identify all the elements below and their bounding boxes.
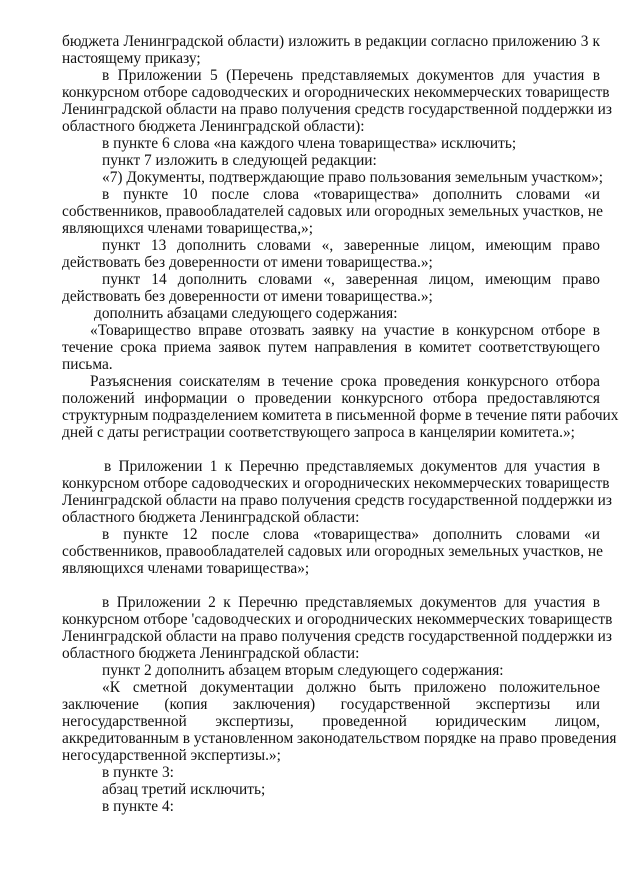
text-line: конкурсном отборе 'садоводческих и огороднических некоммерческих товариществ [62, 611, 613, 628]
text-line: заключение (копия заключения) государственной экспертизы или [62, 696, 600, 713]
text-line: структурным подразделением комитета в письменной форме в течение пяти рабочих [62, 407, 619, 424]
text-line: в пункте 4: [102, 798, 174, 815]
text-line: течение срока приема заявок путем направления в комитет соответствующего [62, 339, 600, 356]
text-line: в пункте 10 после слова «товарищества» дополнить словами «и [102, 186, 600, 203]
text-line: Ленинградской области на право получения средств государственной поддержки из [62, 492, 612, 509]
text-line: «К сметной документации должно быть приложено положительное [102, 679, 600, 696]
text-line: негосударственной экспертизы.»; [62, 747, 281, 764]
text-line: являющихся членами товарищества,»; [62, 220, 314, 237]
text-line: в Приложении 2 к Перечню представляемых документов для участия в [102, 594, 600, 611]
text-line: негосударственной экспертизы, проведенной юридическим лицом, [62, 713, 600, 730]
text-line: действовать без доверенности от имени товарищества.»; [62, 254, 433, 271]
text-line: конкурсном отборе садоводческих и огороднических некоммерческих товариществ [62, 475, 610, 492]
text-line: в пункте 3: [102, 764, 174, 781]
text-line: областного бюджета Ленинградской области: [62, 509, 360, 526]
text-line: письма. [62, 356, 113, 373]
text-line: настоящему приказу; [62, 50, 201, 67]
text-line: Разъяснения соискателям в течение срока проведения конкурсного отбора [90, 373, 600, 390]
text-line: аккредитованным в установленном законодательством порядке на право проведения [62, 730, 617, 747]
text-line: Ленинградской области на право получения средств государственной поддержки из [62, 101, 612, 118]
text-line: пункт 13 дополнить словами «, заверенные лицом, имеющим право [102, 237, 600, 254]
text-line: положений информации о проведении конкурсного отбора предоставляются [62, 390, 600, 407]
text-line: действовать без доверенности от имени товарищества.»; [62, 288, 433, 305]
text-line: дополнить абзацами следующего содержания: [94, 305, 398, 322]
text-line: бюджета Ленинградской области) изложить в редакции согласно приложению 3 к [62, 33, 600, 50]
text-line: абзац третий исключить; [102, 781, 266, 798]
text-line: дней с даты регистрации соответствующего запроса в канцелярии комитета.»; [62, 424, 575, 441]
text-line: в пункте 12 после слова «товарищества» дополнить словами «и [102, 526, 600, 543]
text-line: «7) Документы, подтверждающие право пользования земельным участком»; [102, 169, 604, 186]
text-line: в Приложении 5 (Перечень представляемых документов для участия в [102, 67, 600, 84]
text-line: являющихся членами товарищества»; [62, 560, 310, 577]
text-line: собственников, правообладателей садовых или огородных земельных участков, не [62, 203, 603, 220]
text-line: конкурсном отборе садоводческих и огороднических некоммерческих товариществ [62, 84, 610, 101]
text-line: пункт 14 дополнить словами «, заверенная лицом, имеющим право [102, 271, 600, 288]
text-line: областного бюджета Ленинградской области): [62, 118, 365, 135]
text-line: в пункте 6 слова «на каждого члена товарищества» исключить; [102, 135, 517, 152]
text-line: «Товарищество вправе отозвать заявку на участие в конкурсном отборе в [90, 322, 600, 339]
text-line: собственников, правообладателей садовых или огородных земельных участков, не [62, 543, 603, 560]
text-line: Ленинградской области на право получения средств государственной поддержки из [62, 628, 612, 645]
text-line: в Приложении 1 к Перечню представляемых документов для участия в [104, 458, 600, 475]
text-line: пункт 7 изложить в следующей редакции: [102, 152, 377, 169]
text-line: пункт 2 дополнить абзацем вторым следующего содержания: [102, 662, 504, 679]
text-line: областного бюджета Ленинградской области: [62, 645, 360, 662]
